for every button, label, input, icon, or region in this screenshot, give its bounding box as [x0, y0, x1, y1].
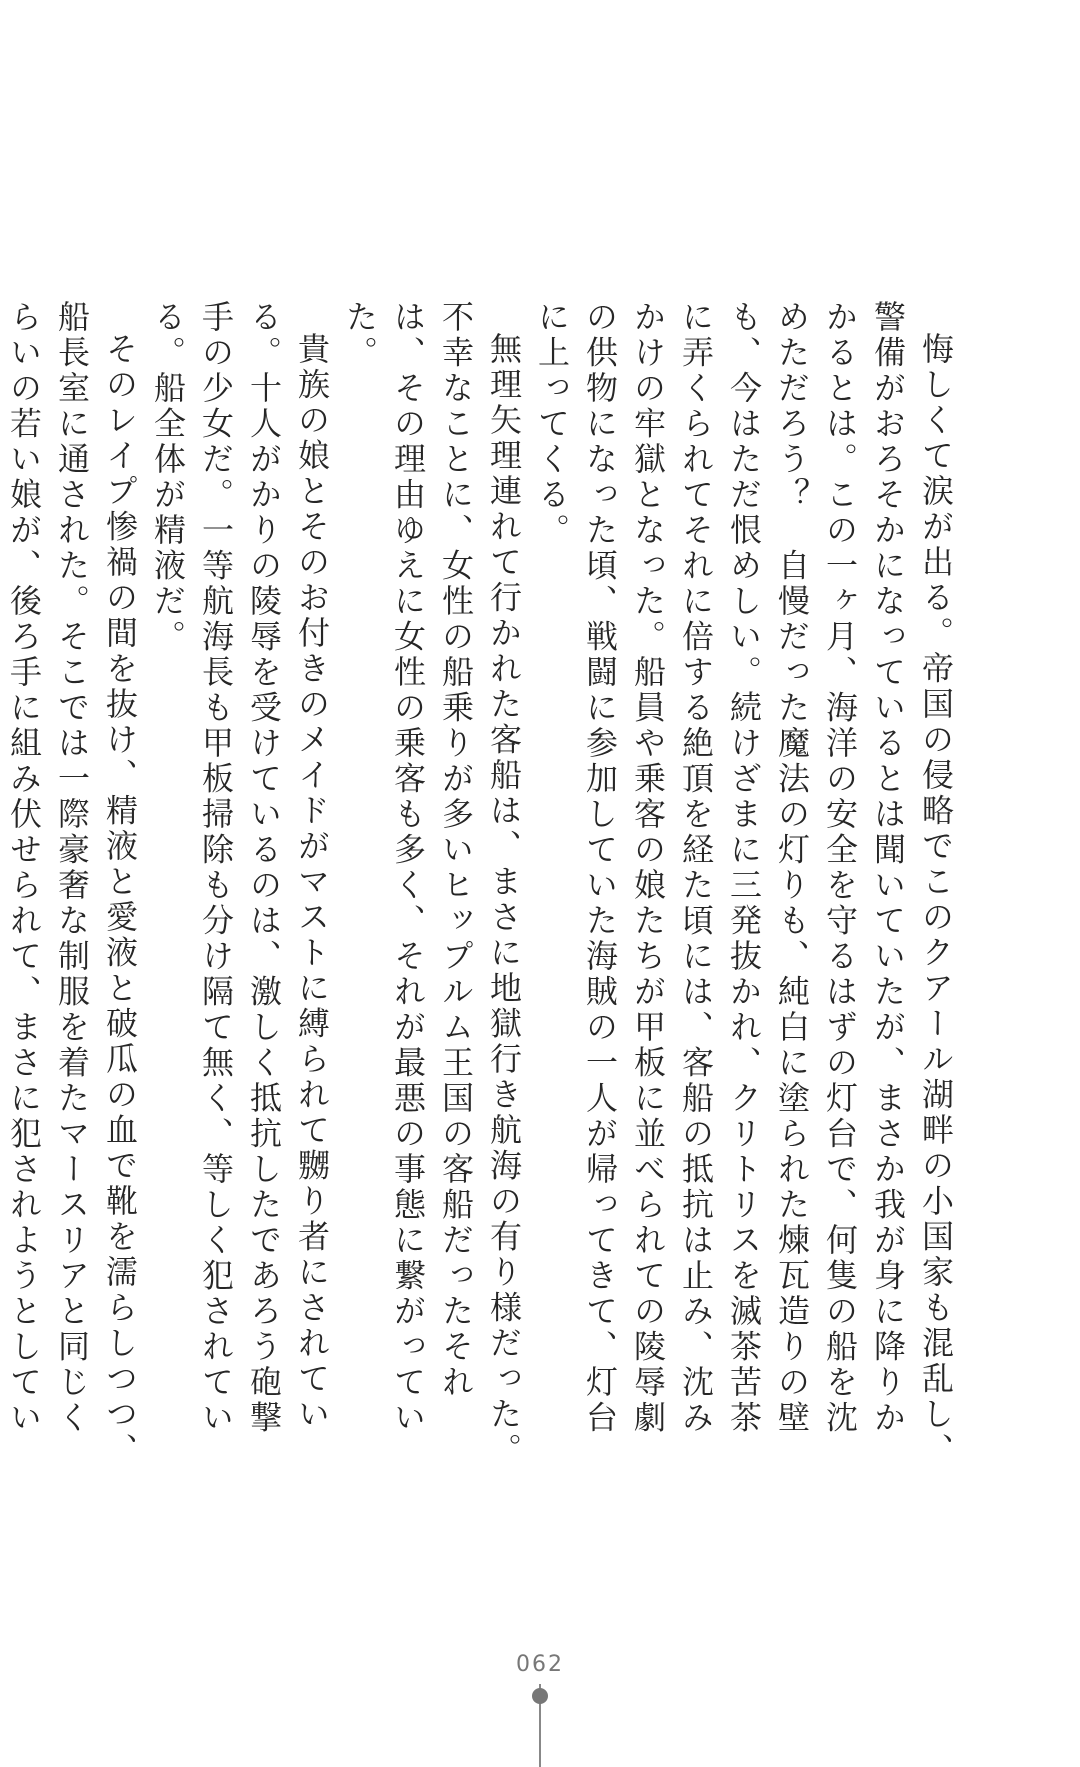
paragraph-2: 無理矢理連れて行かれた客船は、まさに地獄行き航海の有り様だった。不幸なことに、女性の船乗りが多いヒップルム王国の客船だったそれは、その理由ゆえに女性の乗客も多く、それが最悪の事態に繋がっていた。	[341, 300, 523, 1468]
vertical-body-text	[5, 300, 960, 1470]
page-number: 062	[516, 1652, 564, 1677]
paragraph-3: 貴族の娘とそのお付きのメイドがマストに縛られて嬲り者にされている。十人がかりの陵辱を受けているのは、激しく抵抗したであろう砲撃手の少女だ。一等航海長も甲板掃除も分け隔て無く、等しく犯されている。船全体が精液だ。	[149, 300, 331, 1436]
paragraph-1: 悔しくて涙が出る。帝国の侵略でこのクアール湖畔の小国家も混乱し、警備がおろそかになっているとは聞いていたが、まさか我が身に降りかかるとは。この一ヶ月、海洋の安全を守るはずの灯台で、何隻の船を沈めただろう？ 自慢だった魔法の灯りも、純白に塗られた煉瓦造りの壁も、今はただ恨めしい。続けざまに三発抜かれ、クリトリスを滅茶苦茶に弄くられてそれに倍する絶頂を経た頃には、客船の抵抗は止み、沈みかけの牢獄となった。船員や乗客の娘たちが甲板に並べられての陵辱劇の供物になった頃、戦闘に参加していた海賊の一人が帰ってきて、灯台に上ってくる。	[533, 300, 955, 1468]
page-marker-dot-icon	[532, 1688, 548, 1704]
paragraph-4: そのレイプ惨禍の間を抜け、精液と愛液と破瓜の血で靴を濡らしつつ、船長室に通された。そこでは一際豪奢な制服を着たマースリアと同じくらいの若い娘が、後ろ手に組み伏せられて、まさに犯されようとしてい	[5, 300, 139, 1468]
